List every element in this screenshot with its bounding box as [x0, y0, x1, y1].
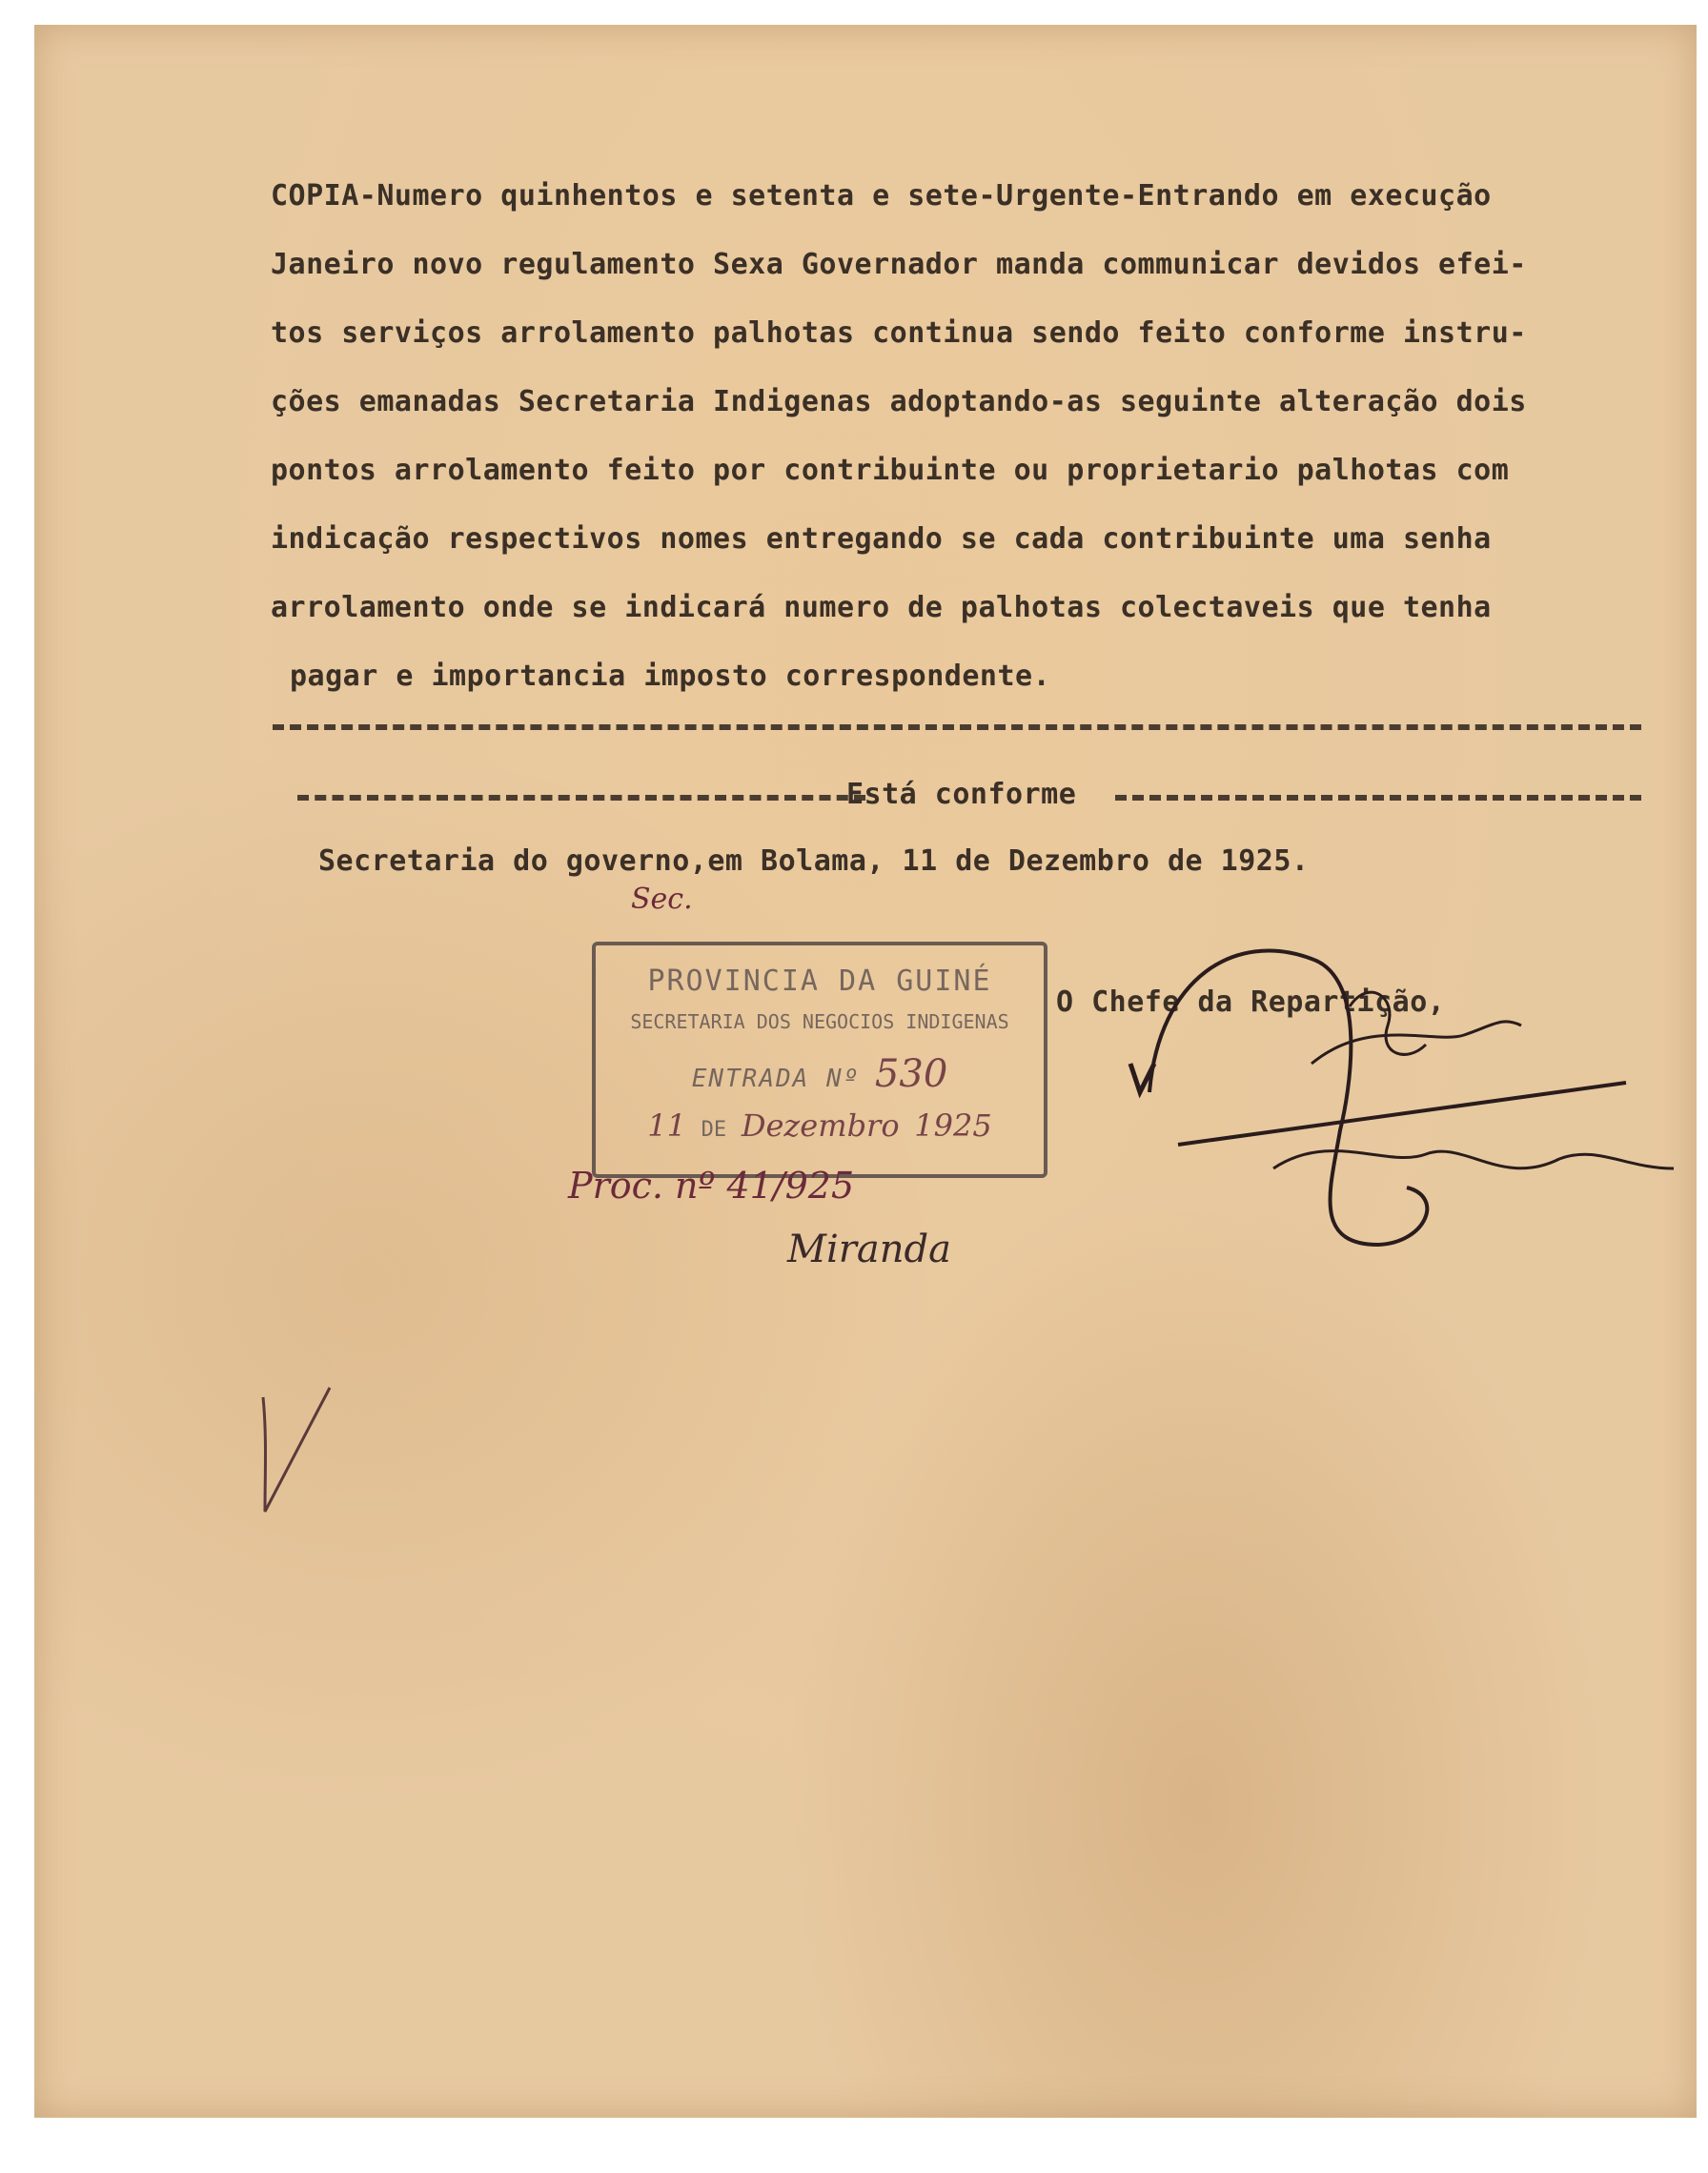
- conformity-dashes-right: [1115, 795, 1641, 801]
- stamp-province: PROVINCIA DA GUINÉ: [647, 965, 992, 998]
- stamp-date-connector: DE: [701, 1118, 727, 1142]
- body-line-6: indicação respectivos nomes entregando se cada contribuinte uma senha: [271, 522, 1492, 556]
- conformity-label: Está conforme: [846, 778, 1077, 811]
- body-line-3: tos serviços arrolamento palhotas continua sendo feito conforme instru-: [271, 316, 1527, 350]
- stamp-date-day: 11: [647, 1107, 687, 1144]
- stamp-entry-label: ENTRADA Nº: [691, 1065, 861, 1093]
- body-line-2: Janeiro novo regulamento Sexa Governador manda communicar devidos efei-: [271, 248, 1527, 281]
- stamp-entry-row: [596, 1052, 1044, 1096]
- chief-signature-icon: [1121, 940, 1708, 1264]
- clerk-signature: Miranda: [787, 1228, 951, 1271]
- stamp-annotation: Sec.: [631, 883, 693, 916]
- entry-stamp: [592, 942, 1047, 1178]
- body-line-7: arrolamento onde se indicará numero de palhotas colectaveis que tenha: [271, 591, 1492, 624]
- stamp-date-year: 1925: [914, 1107, 992, 1144]
- stamp-date-month: Dezembro: [741, 1107, 900, 1144]
- conformity-dashes-left: [297, 795, 865, 801]
- body-line-8: pagar e importancia imposto correspondente.: [290, 660, 1051, 693]
- body-line-5: pontos arrolamento feito por contribuinte ou proprietario palhotas com: [271, 454, 1510, 487]
- body-line-1: COPIA-Numero quinhentos e setenta e sete-Urgente-Entrando em execução: [271, 179, 1492, 213]
- paper-sheet: [34, 25, 1697, 2118]
- date-line: Secretaria do governo,em Bolama, 11 de Dezembro de 1925.: [318, 844, 1310, 878]
- stamp-secretariat: SECRETARIA DOS NEGOCIOS INDIGENAS: [630, 1010, 1009, 1033]
- check-mark-icon: [254, 1378, 339, 1521]
- process-reference: Proc. nº 41/925: [568, 1165, 855, 1207]
- body-line-4: ções emanadas Secretaria Indigenas adoptando-as seguinte alteração dois: [271, 385, 1527, 418]
- separator-dashes: [273, 724, 1641, 730]
- chief-label: O Chefe da Repartição,: [1056, 985, 1446, 1019]
- stamp-date-row: [596, 1107, 1044, 1144]
- stamp-entry-number: 530: [874, 1052, 948, 1096]
